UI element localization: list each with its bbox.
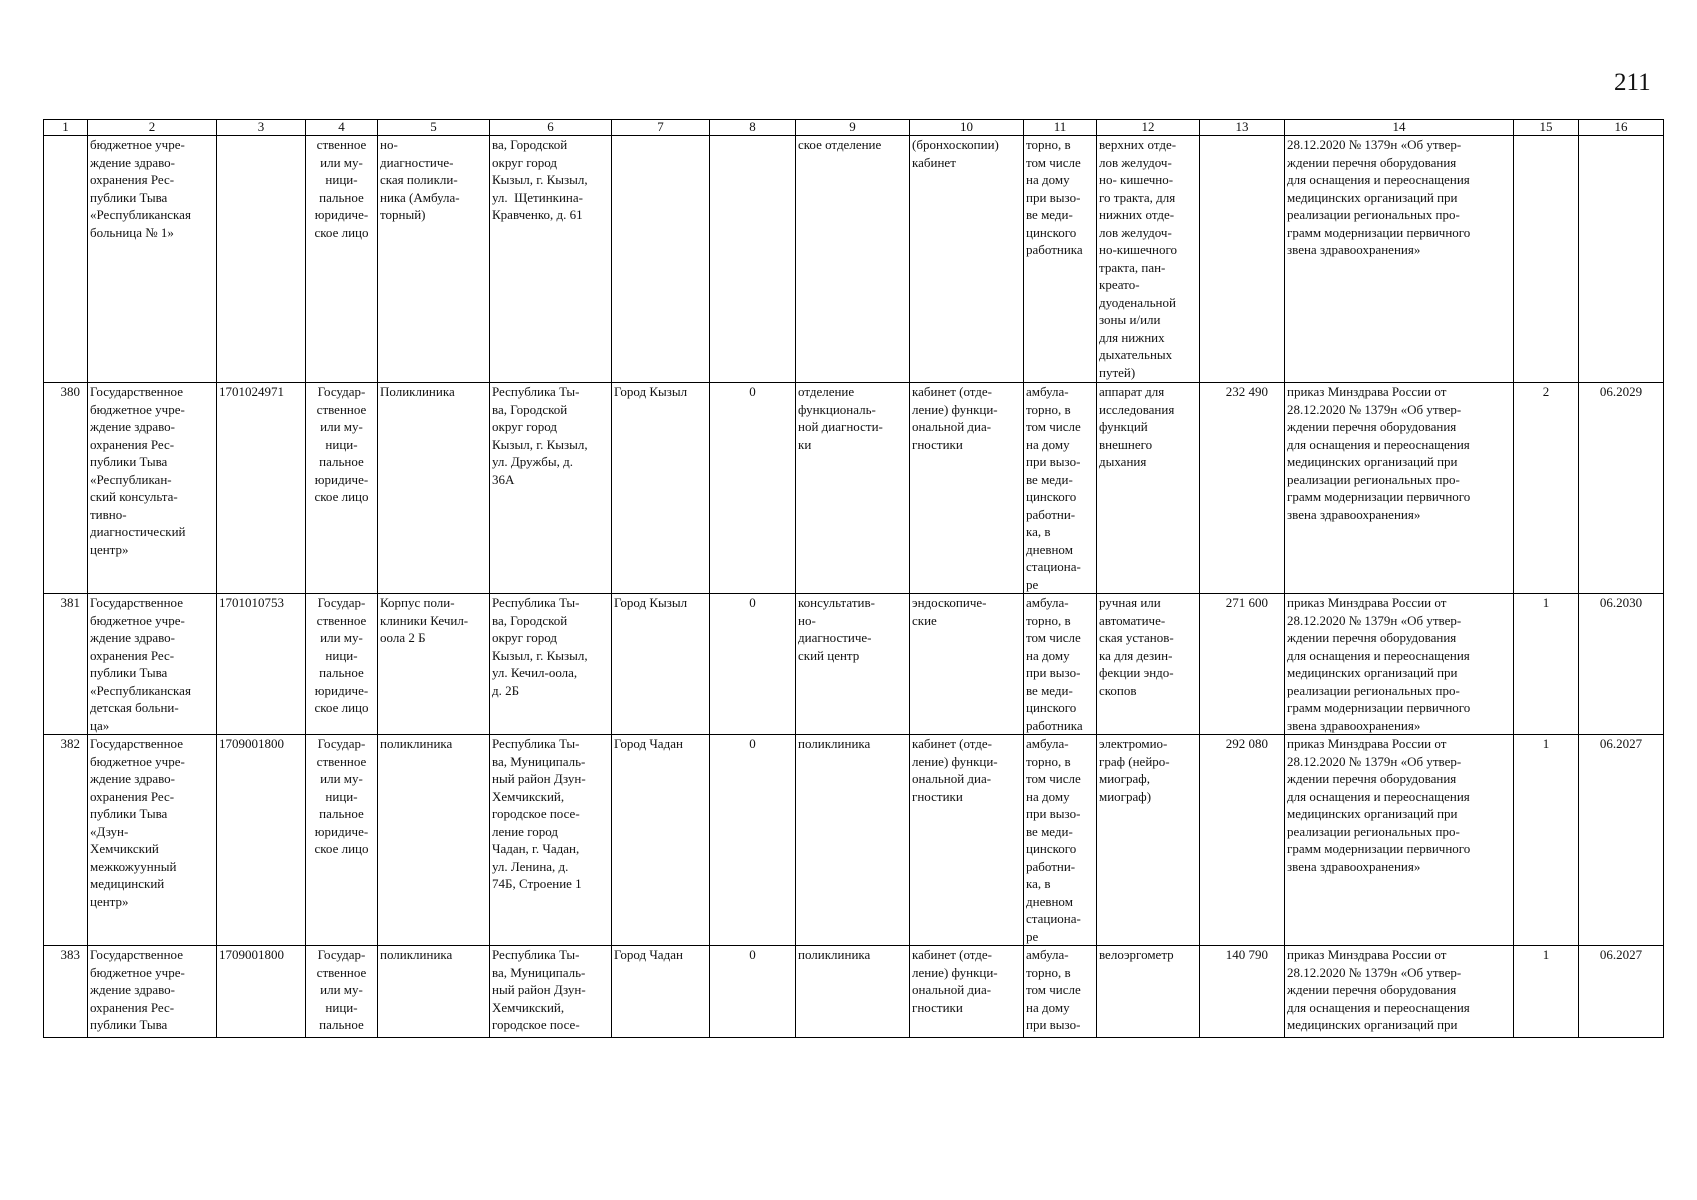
cell-col-9: консультатив- но- диагностиче- ский центр: [796, 594, 910, 735]
table-row: [44, 946, 1664, 1038]
column-number-header: 2: [88, 120, 217, 136]
column-number-header: 9: [796, 120, 910, 136]
cell-col-4: ственное или му- ници- пальное юридиче- ское лицо: [306, 136, 378, 383]
cell-col-2: Государственное бюджетное учре- ждение здраво- охранения Рес- публики Тыва «Дзун- Хемчикский межкожуунный медицинский центр»: [88, 735, 217, 946]
cell-col-5: поликлиника: [378, 735, 490, 946]
cell-col-14: приказ Минздрава России от 28.12.2020 № 1379н «Об утвер- ждении перечня оборудования для оснащения и переоснащения медицинских организаций при реализации региональных про- грамм модернизации первичного звена здравоохранения»: [1285, 735, 1514, 946]
table-row: [44, 594, 1664, 735]
column-number-header: 13: [1200, 120, 1285, 136]
cell-col-1: 380: [44, 383, 88, 594]
column-number-header: 14: [1285, 120, 1514, 136]
cell-col-3: 1709001800: [217, 735, 306, 946]
cell-col-16: 06.2027: [1579, 946, 1664, 1038]
column-number-header: 15: [1514, 120, 1579, 136]
cell-col-1: 382: [44, 735, 88, 946]
cell-col-9: ское отделение: [796, 136, 910, 383]
cell-col-13: 292 080: [1200, 735, 1285, 946]
column-number-header: 6: [490, 120, 612, 136]
cell-col-3: 1701024971: [217, 383, 306, 594]
column-number-header: 4: [306, 120, 378, 136]
cell-col-7: Город Кызыл: [612, 594, 710, 735]
cell-col-15: 1: [1514, 594, 1579, 735]
cell-col-7: [612, 136, 710, 383]
column-number-header: 5: [378, 120, 490, 136]
page-number: 211: [1614, 69, 1651, 96]
cell-col-4: Государ- ственное или му- ници- пальное: [306, 946, 378, 1038]
cell-col-11: амбула- торно, в том числе на дому при вызо-: [1024, 946, 1097, 1038]
cell-col-8: [710, 136, 796, 383]
cell-col-15: [1514, 136, 1579, 383]
cell-col-6: ва, Городской округ город Кызыл, г. Кызыл, ул. Щетинкина- Кравченко, д. 61: [490, 136, 612, 383]
cell-col-11: торно, в том числе на дому при вызо- ве меди- цинского работника: [1024, 136, 1097, 383]
cell-col-2: Государственное бюджетное учре- ждение здраво- охранения Рес- публики Тыва «Республикан- ский консульта- тивно- диагностический центр»: [88, 383, 217, 594]
cell-col-5: Поликлиника: [378, 383, 490, 594]
cell-col-2: Государственное бюджетное учре- ждение здраво- охранения Рес- публики Тыва: [88, 946, 217, 1038]
cell-col-6: Республика Ты- ва, Городской округ город Кызыл, г. Кызыл, ул. Кечил-оола, д. 2Б: [490, 594, 612, 735]
column-number-header: 1: [44, 120, 88, 136]
cell-col-14: 28.12.2020 № 1379н «Об утвер- ждении перечня оборудования для оснащения и переоснащения медицинских организаций при реализации региональных про- грамм модернизации первичного звена здравоохранения»: [1285, 136, 1514, 383]
column-number-header: 12: [1097, 120, 1200, 136]
cell-col-6: Республика Ты- ва, Городской округ город Кызыл, г. Кызыл, ул. Дружбы, д. 36А: [490, 383, 612, 594]
cell-col-3: 1701010753: [217, 594, 306, 735]
cell-col-7: Город Чадан: [612, 946, 710, 1038]
cell-col-15: 1: [1514, 946, 1579, 1038]
table-row-continuation: [44, 136, 1664, 383]
cell-col-10: кабинет (отде- ление) функци- ональной диа- гностики: [910, 383, 1024, 594]
cell-col-16: 06.2027: [1579, 735, 1664, 946]
cell-col-9: поликлиника: [796, 735, 910, 946]
cell-col-7: Город Чадан: [612, 735, 710, 946]
cell-col-8: 0: [710, 383, 796, 594]
column-number-header: 7: [612, 120, 710, 136]
cell-col-3: 1709001800: [217, 946, 306, 1038]
column-number-header: 10: [910, 120, 1024, 136]
column-number-header: 3: [217, 120, 306, 136]
cell-col-12: велоэргометр: [1097, 946, 1200, 1038]
cell-col-13: 271 600: [1200, 594, 1285, 735]
cell-col-11: амбула- торно, в том числе на дому при вызо- ве меди- цинского работника: [1024, 594, 1097, 735]
cell-col-3: [217, 136, 306, 383]
cell-col-5: поликлиника: [378, 946, 490, 1038]
cell-col-9: отделение функциональ- ной диагности- ки: [796, 383, 910, 594]
column-number-header: 11: [1024, 120, 1097, 136]
column-number-row: [44, 120, 1664, 136]
cell-col-10: кабинет (отде- ление) функци- ональной диа- гностики: [910, 735, 1024, 946]
cell-col-4: Государ- ственное или му- ници- пальное юридиче- ское лицо: [306, 594, 378, 735]
column-number-header: 8: [710, 120, 796, 136]
cell-col-14: приказ Минздрава России от 28.12.2020 № 1379н «Об утвер- ждении перечня оборудования для оснащения и переоснащения медицинских организаций при реализации региональных про- грамм модернизации первичного звена здравоохранения»: [1285, 383, 1514, 594]
cell-col-16: 06.2030: [1579, 594, 1664, 735]
data-table: [43, 119, 1664, 1038]
cell-col-6: Республика Ты- ва, Муниципаль- ный район Дзун- Хемчикский, городское посе-: [490, 946, 612, 1038]
cell-col-16: 06.2029: [1579, 383, 1664, 594]
cell-col-5: Корпус поли- клиники Кечил- оола 2 Б: [378, 594, 490, 735]
cell-col-12: верхних отде- лов желудоч- но- кишечно- го тракта, для нижних отде- лов желудоч- но-кишечного тракта, пан- креато- дуоденальной зоны и/или для нижних дыхательных путей): [1097, 136, 1200, 383]
cell-col-10: эндоскопиче- ские: [910, 594, 1024, 735]
cell-col-5: но- диагностиче- ская поликли- ника (Амбула- торный): [378, 136, 490, 383]
cell-col-11: амбула- торно, в том числе на дому при вызо- ве меди- цинского работни- ка, в дневном стациона- ре: [1024, 383, 1097, 594]
cell-col-4: Государ- ственное или му- ници- пальное юридиче- ское лицо: [306, 735, 378, 946]
cell-col-12: ручная или автоматиче- ская установ- ка для дезин- фекции эндо- скопов: [1097, 594, 1200, 735]
cell-col-12: электромио- граф (нейро- миограф, миограф): [1097, 735, 1200, 946]
table-row: [44, 383, 1664, 594]
cell-col-1: [44, 136, 88, 383]
table-row: [44, 735, 1664, 946]
cell-col-13: 232 490: [1200, 383, 1285, 594]
cell-col-4: Государ- ственное или му- ници- пальное юридиче- ское лицо: [306, 383, 378, 594]
cell-col-13: [1200, 136, 1285, 383]
cell-col-16: [1579, 136, 1664, 383]
cell-col-14: приказ Минздрава России от 28.12.2020 № 1379н «Об утвер- ждении перечня оборудования для оснащения и переоснащения медицинских организаций при реализации региональных про- грамм модернизации первичного звена здравоохранения»: [1285, 594, 1514, 735]
column-number-header: 16: [1579, 120, 1664, 136]
cell-col-2: бюджетное учре- ждение здраво- охранения Рес- публики Тыва «Республиканская больница № 1»: [88, 136, 217, 383]
cell-col-15: 1: [1514, 735, 1579, 946]
cell-col-8: 0: [710, 946, 796, 1038]
cell-col-15: 2: [1514, 383, 1579, 594]
cell-col-13: 140 790: [1200, 946, 1285, 1038]
cell-col-12: аппарат для исследования функций внешнего дыхания: [1097, 383, 1200, 594]
cell-col-6: Республика Ты- ва, Муниципаль- ный район Дзун- Хемчикский, городское посе- ление город Чадан, г. Чадан, ул. Ленина, д. 74Б, Строение 1: [490, 735, 612, 946]
cell-col-9: поликлиника: [796, 946, 910, 1038]
cell-col-10: (бронхоскопии) кабинет: [910, 136, 1024, 383]
cell-col-11: амбула- торно, в том числе на дому при вызо- ве меди- цинского работни- ка, в дневном стациона- ре: [1024, 735, 1097, 946]
cell-col-14: приказ Минздрава России от 28.12.2020 № 1379н «Об утвер- ждении перечня оборудования для оснащения и переоснащения медицинских организаций при: [1285, 946, 1514, 1038]
cell-col-1: 381: [44, 594, 88, 735]
cell-col-10: кабинет (отде- ление) функци- ональной диа- гностики: [910, 946, 1024, 1038]
cell-col-8: 0: [710, 594, 796, 735]
cell-col-2: Государственное бюджетное учре- ждение здраво- охранения Рес- публики Тыва «Республиканская детская больни- ца»: [88, 594, 217, 735]
cell-col-8: 0: [710, 735, 796, 946]
cell-col-1: 383: [44, 946, 88, 1038]
cell-col-7: Город Кызыл: [612, 383, 710, 594]
